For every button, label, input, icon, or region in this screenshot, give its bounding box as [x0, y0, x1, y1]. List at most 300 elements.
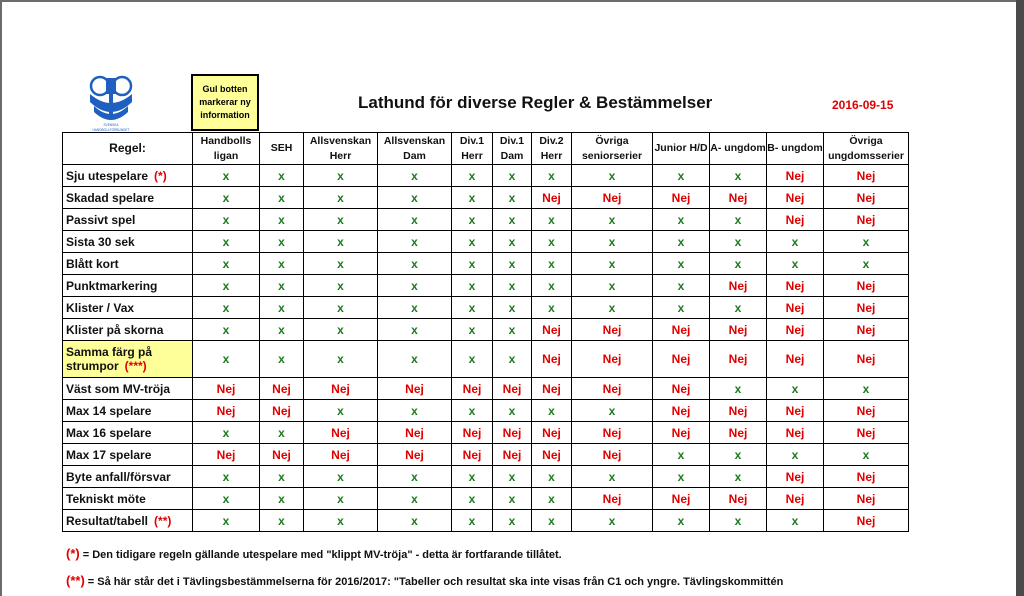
column-header: B- ungdom	[767, 133, 824, 165]
allowed-mark-icon: x	[734, 168, 742, 183]
not-allowed-label: Nej	[728, 425, 748, 440]
allowed-mark-icon: x	[278, 256, 285, 271]
column-header: Junior H/D	[653, 133, 710, 165]
column-header-rule: Regel:	[63, 133, 193, 165]
allowed-mark-icon: x	[337, 322, 344, 337]
not-allowed-label: Nej	[671, 403, 691, 418]
table-row	[63, 488, 909, 510]
allowed-mark-icon: x	[677, 300, 685, 315]
rule-footnote-marker: (***)	[124, 359, 147, 373]
column-header: Allsvenskan Dam	[378, 133, 452, 165]
not-allowed-label: Nej	[671, 190, 691, 205]
not-allowed-label: Nej	[671, 381, 691, 396]
rule-value-cell	[532, 488, 572, 510]
column-header: Allsvenskan Herr	[304, 133, 378, 165]
rule-value-cell	[378, 400, 452, 422]
rule-value-cell	[767, 319, 824, 341]
allowed-mark-icon: x	[608, 513, 616, 528]
not-allowed-label: Nej	[856, 425, 876, 440]
rule-value-cell	[452, 466, 493, 488]
allowed-mark-icon: x	[508, 212, 516, 227]
rule-name-cell	[63, 488, 193, 510]
not-allowed-label: Nej	[856, 212, 876, 227]
allowed-mark-icon: x	[411, 513, 418, 528]
rule-value-cell	[710, 466, 767, 488]
allowed-mark-icon: x	[508, 234, 516, 249]
not-allowed-label: Nej	[856, 168, 876, 183]
rule-name: Klister / Vax	[66, 300, 135, 315]
rule-value-cell	[653, 488, 710, 510]
allowed-mark-icon: x	[222, 322, 230, 337]
rule-value-cell	[304, 231, 378, 253]
rule-name-cell	[63, 275, 193, 297]
rule-value-cell	[653, 341, 710, 378]
allowed-mark-icon: x	[411, 469, 418, 484]
not-allowed-label: Nej	[216, 447, 236, 462]
allowed-mark-icon: x	[608, 234, 616, 249]
rule-value-cell	[493, 275, 532, 297]
rule-value-cell	[260, 422, 304, 444]
rule-value-cell	[260, 378, 304, 400]
rule-value-cell	[378, 510, 452, 532]
allowed-mark-icon: x	[468, 300, 476, 315]
allowed-mark-icon: x	[608, 469, 616, 484]
rule-value-cell	[378, 466, 452, 488]
not-allowed-label: Nej	[602, 491, 622, 506]
allowed-mark-icon: x	[508, 352, 516, 366]
rule-value-cell	[824, 466, 909, 488]
allowed-mark-icon: x	[278, 190, 285, 205]
rule-value-cell	[767, 444, 824, 466]
table-row	[63, 187, 909, 209]
allowed-mark-icon: x	[468, 234, 476, 249]
allowed-mark-icon: x	[791, 447, 799, 462]
rule-value-cell	[304, 378, 378, 400]
rule-value-cell	[452, 341, 493, 378]
allowed-mark-icon: x	[337, 256, 344, 271]
rule-value-cell	[767, 209, 824, 231]
rule-value-cell	[767, 378, 824, 400]
column-header: Övriga seniorserier	[572, 133, 653, 165]
rule-value-cell	[378, 488, 452, 510]
rule-value-cell	[767, 341, 824, 378]
not-allowed-label: Nej	[462, 447, 482, 462]
rule-value-cell	[304, 165, 378, 187]
rule-value-cell	[824, 378, 909, 400]
allowed-mark-icon: x	[508, 403, 516, 418]
rule-value-cell	[378, 297, 452, 319]
rule-value-cell	[824, 488, 909, 510]
rule-value-cell	[452, 275, 493, 297]
allowed-mark-icon: x	[468, 403, 476, 418]
rule-value-cell	[378, 165, 452, 187]
rule-value-cell	[710, 319, 767, 341]
rule-value-cell	[532, 444, 572, 466]
rule-value-cell	[532, 209, 572, 231]
rule-value-cell	[824, 400, 909, 422]
allowed-mark-icon: x	[337, 403, 344, 418]
rule-value-cell	[452, 444, 493, 466]
allowed-mark-icon: x	[734, 447, 742, 462]
allowed-mark-icon: x	[548, 513, 555, 528]
allowed-mark-icon: x	[734, 300, 742, 315]
rule-name-cell	[63, 209, 193, 231]
rule-value-cell	[493, 400, 532, 422]
rule-value-cell	[767, 466, 824, 488]
allowed-mark-icon: x	[411, 212, 418, 227]
window-border-left	[0, 0, 2, 596]
allowed-mark-icon: x	[791, 256, 799, 271]
allowed-mark-icon: x	[468, 322, 476, 337]
footnote-marker: (**)	[66, 573, 85, 588]
rule-value-cell	[824, 444, 909, 466]
rule-value-cell	[532, 253, 572, 275]
rule-value-cell	[193, 319, 260, 341]
rule-value-cell	[572, 209, 653, 231]
table-row	[63, 231, 909, 253]
rule-name: Passivt spel	[66, 212, 136, 227]
rule-value-cell	[378, 378, 452, 400]
table-row	[63, 209, 909, 231]
allowed-mark-icon: x	[337, 278, 344, 293]
rule-value-cell	[378, 253, 452, 275]
not-allowed-label: Nej	[728, 190, 748, 205]
rule-value-cell	[653, 253, 710, 275]
allowed-mark-icon: x	[222, 234, 230, 249]
rule-value-cell	[304, 400, 378, 422]
column-header: Övriga ungdomsserier	[824, 133, 909, 165]
rule-value-cell	[572, 400, 653, 422]
rule-footnote-marker: (*)	[154, 168, 167, 183]
rule-value-cell	[653, 231, 710, 253]
rule-value-cell	[572, 378, 653, 400]
rule-value-cell	[653, 319, 710, 341]
allowed-mark-icon: x	[222, 513, 230, 528]
rule-value-cell	[572, 319, 653, 341]
document-date: 2016-09-15	[832, 98, 894, 112]
not-allowed-label: Nej	[728, 491, 748, 506]
rule-value-cell	[532, 378, 572, 400]
not-allowed-label: Nej	[856, 278, 876, 293]
rule-value-cell	[452, 510, 493, 532]
rule-value-cell	[304, 275, 378, 297]
allowed-mark-icon: x	[337, 212, 344, 227]
rule-value-cell	[710, 209, 767, 231]
allowed-mark-icon: x	[608, 256, 616, 271]
rule-value-cell	[452, 209, 493, 231]
allowed-mark-icon: x	[222, 300, 230, 315]
not-allowed-label: Nej	[272, 447, 291, 462]
allowed-mark-icon: x	[734, 381, 742, 396]
table-row	[63, 378, 909, 400]
not-allowed-label: Nej	[331, 425, 350, 440]
highlight-legend-note: Gul botten markerar ny information	[191, 74, 259, 131]
allowed-mark-icon: x	[411, 234, 418, 249]
not-allowed-label: Nej	[542, 381, 561, 396]
allowed-mark-icon: x	[278, 212, 285, 227]
rule-value-cell	[767, 400, 824, 422]
allowed-mark-icon: x	[278, 234, 285, 249]
rule-value-cell	[304, 253, 378, 275]
allowed-mark-icon: x	[548, 403, 555, 418]
not-allowed-label: Nej	[502, 425, 522, 440]
not-allowed-label: Nej	[331, 447, 350, 462]
column-header: Div.2 Herr	[532, 133, 572, 165]
allowed-mark-icon: x	[508, 322, 516, 337]
not-allowed-label: Nej	[728, 322, 748, 337]
not-allowed-label: Nej	[602, 190, 622, 205]
rule-value-cell	[653, 422, 710, 444]
rule-value-cell	[532, 187, 572, 209]
not-allowed-label: Nej	[671, 322, 691, 337]
rule-value-cell	[767, 488, 824, 510]
rule-value-cell	[824, 422, 909, 444]
rule-value-cell	[493, 231, 532, 253]
allowed-mark-icon: x	[411, 278, 418, 293]
rule-value-cell	[572, 341, 653, 378]
allowed-mark-icon: x	[222, 352, 230, 366]
rule-value-cell	[653, 466, 710, 488]
rule-value-cell	[193, 253, 260, 275]
allowed-mark-icon: x	[222, 190, 230, 205]
column-header: Handbolls ligan	[193, 133, 260, 165]
allowed-mark-icon: x	[411, 190, 418, 205]
rule-value-cell	[493, 209, 532, 231]
allowed-mark-icon: x	[791, 513, 799, 528]
rule-value-cell	[653, 510, 710, 532]
rule-value-cell	[572, 466, 653, 488]
not-allowed-label: Nej	[542, 352, 561, 366]
rule-value-cell	[193, 275, 260, 297]
rule-value-cell	[493, 341, 532, 378]
rule-value-cell	[824, 510, 909, 532]
rule-name: Samma färg på strumpor	[66, 345, 153, 373]
rule-value-cell	[452, 378, 493, 400]
rule-value-cell	[532, 297, 572, 319]
rule-value-cell	[572, 422, 653, 444]
allowed-mark-icon: x	[337, 300, 344, 315]
rule-name: Klister på skorna	[66, 322, 164, 337]
rule-value-cell	[493, 378, 532, 400]
allowed-mark-icon: x	[508, 491, 516, 506]
rule-value-cell	[767, 253, 824, 275]
not-allowed-label: Nej	[728, 278, 748, 293]
not-allowed-label: Nej	[785, 278, 805, 293]
rule-value-cell	[824, 231, 909, 253]
rule-value-cell	[260, 297, 304, 319]
rule-value-cell	[378, 341, 452, 378]
rule-name: Punktmarkering	[66, 278, 158, 293]
rule-value-cell	[452, 297, 493, 319]
rule-value-cell	[653, 444, 710, 466]
allowed-mark-icon: x	[222, 491, 230, 506]
not-allowed-label: Nej	[785, 352, 805, 366]
allowed-mark-icon: x	[677, 513, 685, 528]
rule-value-cell	[532, 510, 572, 532]
rule-value-cell	[710, 297, 767, 319]
rule-value-cell	[710, 231, 767, 253]
rule-value-cell	[193, 209, 260, 231]
allowed-mark-icon: x	[508, 168, 516, 183]
not-allowed-label: Nej	[542, 447, 561, 462]
page-title: Lathund för diverse Regler & Bestämmelser	[358, 93, 713, 112]
allowed-mark-icon: x	[411, 300, 418, 315]
rule-name-cell	[63, 253, 193, 275]
rule-value-cell	[653, 275, 710, 297]
rule-value-cell	[378, 231, 452, 253]
table-row	[63, 275, 909, 297]
rule-value-cell	[260, 400, 304, 422]
not-allowed-label: Nej	[216, 403, 236, 418]
not-allowed-label: Nej	[462, 425, 482, 440]
allowed-mark-icon: x	[468, 469, 476, 484]
rule-name-cell	[63, 422, 193, 444]
rule-value-cell	[452, 400, 493, 422]
rule-value-cell	[304, 187, 378, 209]
not-allowed-label: Nej	[542, 190, 561, 205]
allowed-mark-icon: x	[508, 190, 516, 205]
rule-value-cell	[260, 319, 304, 341]
rule-value-cell	[572, 510, 653, 532]
rule-value-cell	[710, 165, 767, 187]
svg-text:SVENSKA: SVENSKA	[103, 123, 119, 127]
rule-name: Blått kort	[66, 256, 119, 271]
allowed-mark-icon: x	[608, 403, 616, 418]
footnote-text: = Så här står det i Tävlingsbestämmelserna för 2016/2017: "Tabeller och resultat ska inte visas från C1 och yngre. Tävlingskommittén	[87, 576, 784, 588]
footnote-2	[66, 573, 783, 588]
rule-value-cell	[767, 165, 824, 187]
rule-name-cell	[63, 165, 193, 187]
not-allowed-label: Nej	[785, 491, 805, 506]
allowed-mark-icon: x	[337, 513, 344, 528]
allowed-mark-icon: x	[548, 234, 555, 249]
rule-value-cell	[193, 510, 260, 532]
window-border-right	[1016, 0, 1024, 596]
allowed-mark-icon: x	[677, 447, 685, 462]
rule-value-cell	[260, 510, 304, 532]
rule-value-cell	[824, 209, 909, 231]
allowed-mark-icon: x	[222, 168, 230, 183]
rule-name-cell	[63, 378, 193, 400]
rule-value-cell	[767, 422, 824, 444]
rule-value-cell	[193, 466, 260, 488]
table-row	[63, 510, 909, 532]
rule-value-cell	[767, 275, 824, 297]
rule-value-cell	[653, 297, 710, 319]
allowed-mark-icon: x	[411, 352, 418, 366]
table-row	[63, 165, 909, 187]
rule-name: Sju utespelare	[66, 168, 149, 183]
allowed-mark-icon: x	[222, 469, 230, 484]
rule-value-cell	[193, 297, 260, 319]
rule-value-cell	[710, 341, 767, 378]
allowed-mark-icon: x	[278, 491, 285, 506]
rule-name-cell	[63, 341, 193, 378]
rule-name-cell	[63, 297, 193, 319]
rule-value-cell	[452, 253, 493, 275]
rule-value-cell	[824, 187, 909, 209]
allowed-mark-icon: x	[508, 256, 516, 271]
not-allowed-label: Nej	[856, 513, 876, 528]
rule-value-cell	[572, 231, 653, 253]
rule-value-cell	[532, 165, 572, 187]
allowed-mark-icon: x	[508, 513, 516, 528]
rule-value-cell	[710, 275, 767, 297]
rule-value-cell	[824, 341, 909, 378]
allowed-mark-icon: x	[468, 168, 476, 183]
rule-value-cell	[304, 510, 378, 532]
rule-value-cell	[532, 319, 572, 341]
allowed-mark-icon: x	[411, 322, 418, 337]
allowed-mark-icon: x	[548, 256, 555, 271]
rule-name: Resultat/tabell	[66, 513, 149, 528]
rule-value-cell	[452, 165, 493, 187]
rule-value-cell	[493, 510, 532, 532]
column-header: Div.1 Herr	[452, 133, 493, 165]
allowed-mark-icon: x	[337, 168, 344, 183]
federation-logo	[80, 72, 142, 134]
rule-value-cell	[767, 297, 824, 319]
not-allowed-label: Nej	[502, 381, 522, 396]
allowed-mark-icon: x	[734, 234, 742, 249]
rule-value-cell	[710, 187, 767, 209]
allowed-mark-icon: x	[411, 168, 418, 183]
allowed-mark-icon: x	[548, 300, 555, 315]
not-allowed-label: Nej	[785, 168, 805, 183]
rule-value-cell	[824, 297, 909, 319]
allowed-mark-icon: x	[862, 447, 870, 462]
column-header: A- ungdom	[710, 133, 767, 165]
allowed-mark-icon: x	[468, 212, 476, 227]
not-allowed-label: Nej	[785, 469, 805, 484]
allowed-mark-icon: x	[411, 256, 418, 271]
rule-value-cell	[452, 187, 493, 209]
rule-value-cell	[304, 297, 378, 319]
column-header: SEH	[260, 133, 304, 165]
rule-value-cell	[710, 444, 767, 466]
allowed-mark-icon: x	[468, 256, 476, 271]
allowed-mark-icon: x	[548, 469, 555, 484]
rule-value-cell	[493, 444, 532, 466]
allowed-mark-icon: x	[508, 278, 516, 293]
rule-value-cell	[710, 400, 767, 422]
not-allowed-label: Nej	[785, 322, 805, 337]
rule-value-cell	[378, 319, 452, 341]
rule-name: Max 14 spelare	[66, 403, 152, 418]
rule-name-cell	[63, 319, 193, 341]
not-allowed-label: Nej	[216, 381, 236, 396]
not-allowed-label: Nej	[785, 212, 805, 227]
footnote-1	[66, 546, 562, 561]
rule-value-cell	[493, 319, 532, 341]
allowed-mark-icon: x	[677, 469, 685, 484]
allowed-mark-icon: x	[278, 168, 285, 183]
rule-name-cell	[63, 187, 193, 209]
rule-value-cell	[493, 253, 532, 275]
allowed-mark-icon: x	[337, 352, 344, 366]
rule-value-cell	[378, 422, 452, 444]
rule-value-cell	[653, 400, 710, 422]
allowed-mark-icon: x	[468, 513, 476, 528]
rule-value-cell	[193, 400, 260, 422]
rule-value-cell	[260, 488, 304, 510]
not-allowed-label: Nej	[602, 381, 622, 396]
allowed-mark-icon: x	[608, 212, 616, 227]
allowed-mark-icon: x	[222, 278, 230, 293]
rule-value-cell	[710, 488, 767, 510]
allowed-mark-icon: x	[608, 278, 616, 293]
not-allowed-label: Nej	[856, 300, 876, 315]
